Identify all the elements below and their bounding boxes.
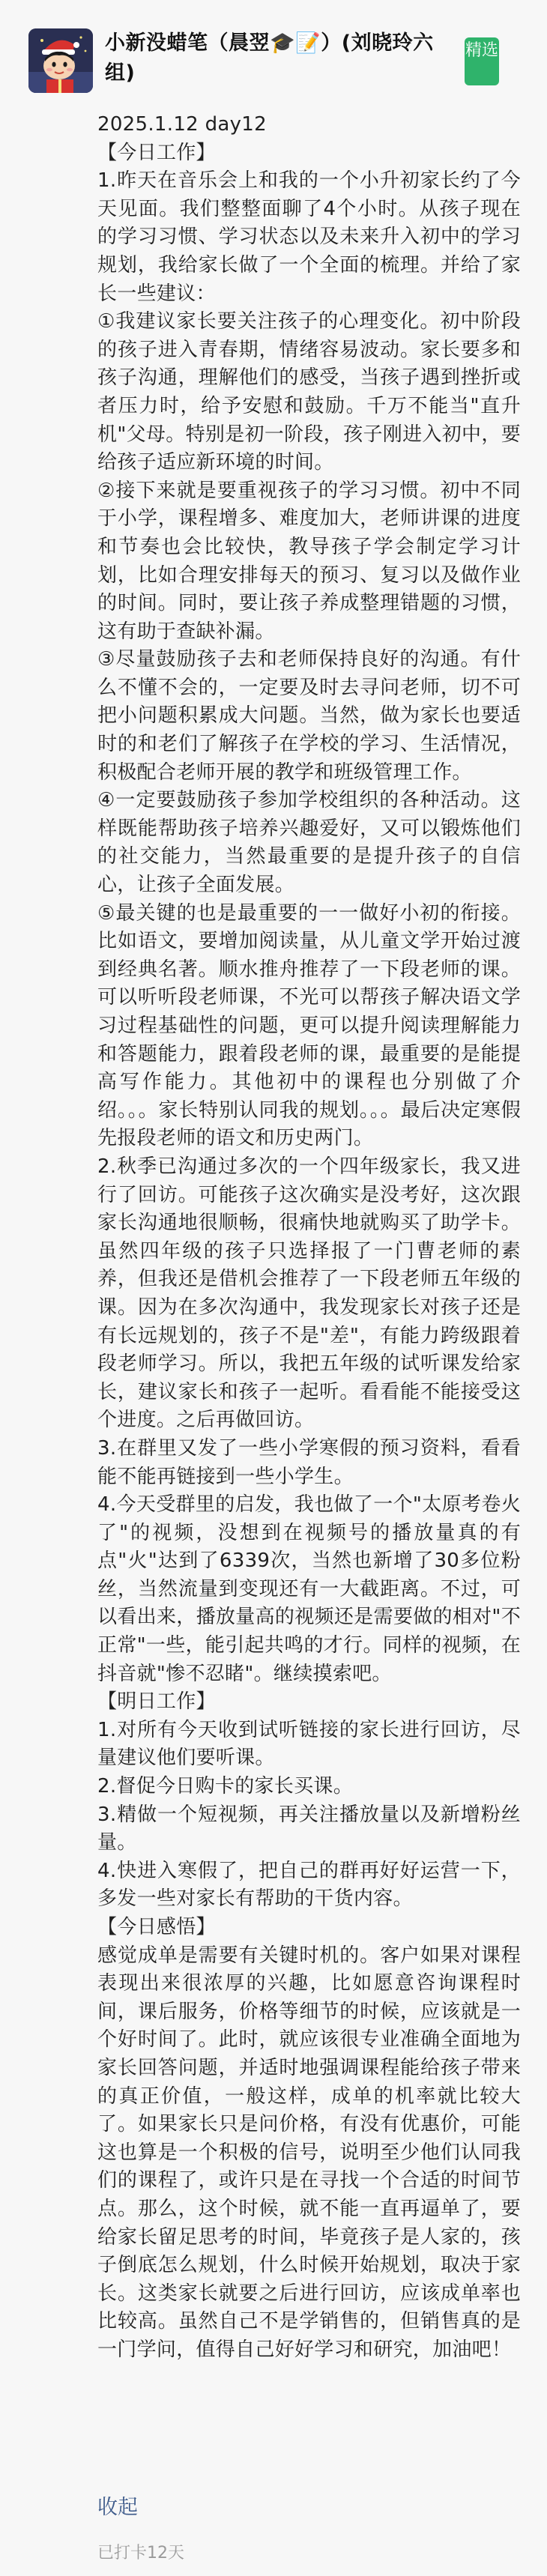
post-line: ⑤最关键的也是最重要的一一做好小初的衔接。比如语文，要增加阅读量，从儿童文学开始过渡到经典名著。顺水推舟推荐了一下段老师的课。可以听听段老师课，不光可以帮孩子解决语文学习过程基础性的问题，更可以提升阅读理解能力和答题能力，跟着段老师的课，最重要的是能提高写作能力。其他初中的课程也分别做了介绍。。。家长特别认同我的规划。。。最后决定寒假先报段老师的语文和历史两门。 [97, 901, 521, 1150]
post-line: ①我建议家长要关注孩子的心理变化。初中阶段的孩子进入青春期，情绪容易波动。家长要多和孩子沟通，理解他们的感受，当孩子遇到挫折或者压力时，给予安慰和鼓励。千万不能当"直升机"父母。特别是初一阶段，孩子刚进入初中，要给孩子适应新环境的时间。 [97, 310, 521, 474]
post-line: 2.秋季已沟通过多次的一个四年级家长，我又进行了回访。可能孩子这次确实是没考好，这次跟家长沟通地很顺畅，很痛快地就购买了助学卡。虽然四年级的孩子只选择报了一门曹老师的素养，但我还是借机会推荐了一下段老师五年级的课。因为在多次沟通中，我发现家长对孩子还是有长远规划的，孩子不是"差"，有能力跨级跟着段老师学习。所以，我把五年级的试听课发给家长，建议家长和孩子一起听。看看能不能接受这个进度。之后再做回访。 [97, 1155, 521, 1432]
post-line: 【今日感悟】 [97, 1916, 216, 1938]
post-line: ②接下来就是要重视孩子的学习习惯。初中不同于小学，课程增多、难度加大，老师讲课的进度和节奏也会比较快，教导孩子学会制定学习计划，比如合理安排每天的预习、复习以及做作业的时间。同时，要让孩子养成整理错题的习惯，这有助于查缺补漏。 [97, 479, 521, 643]
post-line: ③尽量鼓励孩子去和老师保持良好的沟通。有什么不懂不会的，一定要及时去寻问老师，切不可把小问题积累成大问题。当然，做为家长也要适时的和老们了解孩子在学校的学习、生活情况，积极配合老师开展的教学和班级管理工作。 [97, 648, 521, 784]
cartoon-avatar-icon [28, 28, 93, 93]
post-line: 1.昨天在音乐会上和我的一个小升初家长约了今天见面。我们整整面聊了4个小时。从孩子现在的学习习惯、学习状态以及未来升入初中的学习规划，我给家长做了一个全面的梳理。并给了家长一些建议： [97, 169, 521, 305]
avatar[interactable] [28, 28, 93, 93]
checkin-count: 已打卡12天 [97, 2544, 184, 2563]
post-header [0, 0, 547, 105]
post-line: 【明日工作】 [97, 1690, 216, 1714]
post-line: 4.今天受群里的启发，我也做了一个"太原考卷火了"的视频，没想到在视频号的播放量真的有点"火"达到了6339次，当然也新增了30多位粉丝，当然流量到变现还有一大截距离。不过，可以看出来，播放量高的视频还是需要做的相对"不正常"一些，能引起共鸣的才行。同样的视频，在抖音就"惨不忍睹"。继续摸索吧。 [97, 1493, 521, 1685]
post-title: 小新没蜡笔（晨翌🎓📝）(刘晓玲六组) [105, 31, 434, 85]
post-line: 2025.1.12 day12 [97, 113, 267, 136]
collapse-link[interactable]: 收起 [97, 2496, 138, 2519]
post-line: 2.督促今日购卡的家长买课。 [97, 1775, 354, 1798]
post-line: ④一定要鼓励孩子参加学校组织的各种活动。这样既能帮助孩子培养兴趣爱好，又可以锻炼他们的社交能力，当然最重要的是提升孩子的自信心，让孩子全面发展。 [97, 789, 521, 897]
post-content [97, 111, 521, 2365]
post-line: 感觉成单是需要有关键时机的。客户如果对课程表现出来很浓厚的兴趣，比如愿意咨询课程时间，课后服务，价格等细节的时候，应该就是一个好时间了。此时，就应该很专业准确全面地为家长回答问题，并适时地强调课程能给孩子带来的真正价值，一般这样，成单的机率就比较大了。如果家长只是问价格，有没有优惠价，可能这也算是一个积极的信号，说明至少他们认同我们的课程了，或许只是在寻找一个合适的时间节点。那么，这个时候，就不能一直再逼单了，要给家长留足思考的时间，毕竟孩子是人家的，孩子倒底怎么规划，什么时候开始规划，取决于家长。这类家长就要之后进行回访，应该成单率也比较高。虽然自己不是学销售的，但销售真的是一门学问，值得自己好好学习和研究，加油吧！ [97, 1944, 521, 2361]
post-line: 1.对所有今天收到试听链接的家长进行回访，尽量建议他们要听课。 [97, 1718, 521, 1770]
post-line: 3.在群里又发了一些小学寒假的预习资料，看看能不能再链接到一些小学生。 [97, 1436, 521, 1488]
post-line: 4.快进入寒假了，把自己的群再好好运营一下，多发一些对家长有帮助的干货内容。 [97, 1859, 521, 1911]
post-line: 3.精做一个短视频，再关注播放量以及新增粉丝量。 [97, 1803, 521, 1854]
featured-badge: 精选 [465, 37, 499, 85]
post-line: 【今日工作】 [97, 141, 216, 164]
